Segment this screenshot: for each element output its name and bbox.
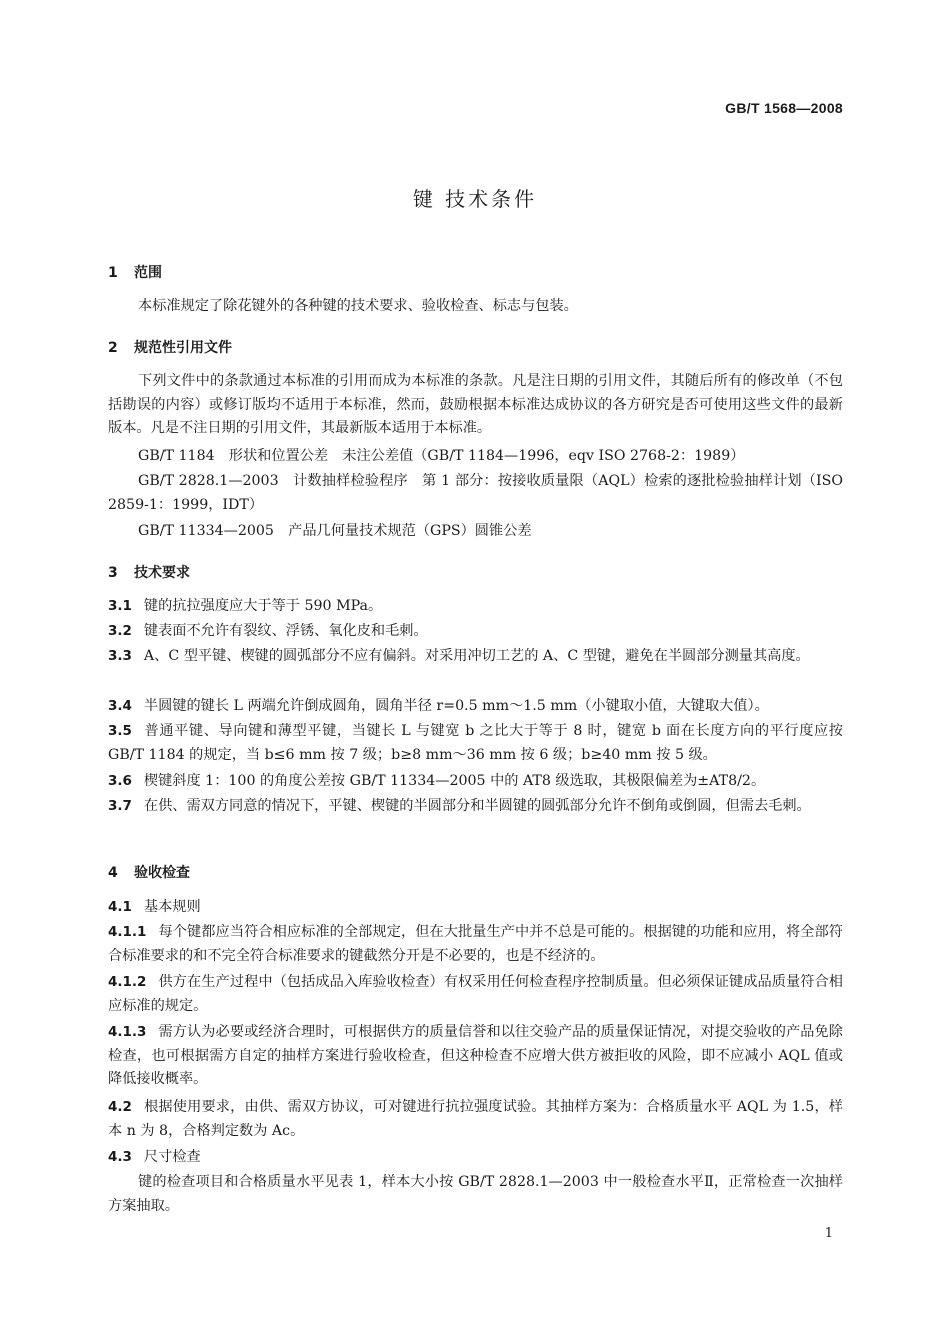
clause <box>108 921 843 968</box>
clause <box>108 595 843 619</box>
clause-text: 基本规则 <box>143 899 201 915</box>
clause <box>108 695 843 719</box>
clause-number: 4.3 <box>108 1149 132 1165</box>
clause-number: 3.6 <box>108 773 132 789</box>
section-title: 技术要求 <box>134 565 190 581</box>
clause-number: 4.1 <box>108 899 132 915</box>
clause-text: 楔键斜度 1：100 的角度公差按 GB/T 11334—2005 中的 AT8 级选取，其极限偏差为±AT8/2。 <box>143 773 766 789</box>
clause <box>108 896 843 920</box>
clause <box>108 645 843 669</box>
clause-number: 4.1.1 <box>108 924 147 940</box>
reference-item: GB/T 11334—2005 产品几何量技术规范（GPS）圆锥公差 <box>138 523 532 539</box>
section-number: 1 <box>108 265 118 281</box>
clause-number: 3.3 <box>108 648 132 664</box>
section-3-heading <box>108 562 190 582</box>
clause-number: 3.5 <box>108 723 132 739</box>
clause-number: 3.4 <box>108 698 132 714</box>
reference-item: GB/T 2828.1—2003 计数抽样检验程序 第 1 部分：按接收质量限（AQL）检索的逐批检验抽样计划（ISO 2859-1：1999，IDT） <box>108 473 843 513</box>
section-4-heading <box>108 862 190 882</box>
clause-text: 尺寸检查 <box>143 1149 201 1165</box>
clause-text: A、C 型平键、楔键的圆弧部分不应有偏斜。对采用冲切工艺的 A、C 型键，避免在半圆部分测量其高度。 <box>143 648 810 664</box>
section-2-heading <box>108 337 232 357</box>
section-title: 规范性引用文件 <box>134 340 232 356</box>
clause-number: 4.1.2 <box>108 974 147 990</box>
section-1-heading <box>108 262 162 282</box>
clause-text: 键表面不允许有裂纹、浮锈、氧化皮和毛刺。 <box>143 623 428 639</box>
section-number: 3 <box>108 565 118 581</box>
clause-number: 3.1 <box>108 598 132 614</box>
clause-text: 供方在生产过程中（包括成品入库验收检查）有权采用任何检查程序控制质量。但必须保证键成品质量符合相应标准的规定。 <box>108 974 843 1014</box>
page-number: 1 <box>824 1226 833 1241</box>
clause-number: 3.7 <box>108 798 132 814</box>
clause-text: 根据使用要求，由供、需双方协议，可对键进行抗拉强度试验。其抽样方案为：合格质量水平 AQL 为 1.5，样本 n 为 8，合格判定数为 Ac。 <box>108 1099 843 1139</box>
section-number: 4 <box>108 865 118 881</box>
clause <box>108 770 843 794</box>
clause <box>108 1096 843 1143</box>
clause-text: 键的抗拉强度应大于等于 590 MPa。 <box>143 598 383 614</box>
clause <box>108 795 843 819</box>
paragraph: 下列文件中的条款通过本标准的引用而成为本标准的条款。凡是注日期的引用文件，其随后所有的修改单（不包括勘误的内容）或修订版均不适用于本标准，然而，鼓励根据本标准达成协议的各方研究是否可使用这些文件的最新版本。凡是不注日期的引用文件，其最新版本适用于本标准。 <box>108 373 843 436</box>
section-number: 2 <box>108 340 118 356</box>
clause-text: 普通平键、导向键和薄型平键，当键长 L 与键宽 b 之比大于等于 8 时，键宽 b 面在长度方向的平行度应按 GB/T 1184 的规定，当 b≤6 mm 按 7 级；b≥8 mm～36 mm 按 6 级；b≥40 mm 按 5 级。 <box>108 723 843 763</box>
document-title: 键 技术条件 <box>412 187 538 211</box>
clause-text: 需方认为必要或经济合理时，可根据供方的质量信誉和以往交验产品的质量保证情况，对提交验收的产品免除检查，也可根据需方自定的抽样方案进行验收检查，但这种检查不应增大供方被拒收的风险，即不应减小 AQL 值或降低接收概率。 <box>108 1024 843 1087</box>
clause-text: 每个键都应当符合相应标准的全部规定，但在大批量生产中并不总是可能的。根据键的功能和应用，将全部符合标准要求的和不完全符合标准要求的键截然分开是不必要的，也是不经济的。 <box>108 924 843 964</box>
clause-text: 半圆键的键长 L 两端允许倒成圆角，圆角半径 r=0.5 mm～1.5 mm（小键取小值，大键取大值）。 <box>143 698 769 714</box>
paragraph: 键的检查项目和合格质量水平见表 1，样本大小按 GB/T 2828.1—2003 中一般检查水平Ⅱ，正常检查一次抽样方案抽取。 <box>108 1174 843 1214</box>
clause <box>108 720 843 767</box>
clause-number: 4.2 <box>108 1099 132 1115</box>
clause <box>108 1021 843 1092</box>
clause-number: 4.1.3 <box>108 1024 147 1040</box>
clause-number: 3.2 <box>108 623 132 639</box>
standard-code: GB/T 1568—2008 <box>725 100 843 116</box>
section-title: 验收检查 <box>134 865 190 881</box>
paragraph: 本标准规定了除花键外的各种键的技术要求、验收检查、标志与包装。 <box>138 298 578 314</box>
clause <box>108 971 843 1018</box>
clause <box>108 1146 843 1170</box>
clause <box>108 620 843 644</box>
section-title: 范围 <box>134 265 162 281</box>
reference-item: GB/T 1184 形状和位置公差 未注公差值（GB/T 1184—1996，eqv ISO 2768-2：1989） <box>138 448 745 464</box>
clause-text: 在供、需双方同意的情况下，平键、楔键的半圆部分和半圆键的圆弧部分允许不倒角或倒圆，但需去毛刺。 <box>143 798 811 814</box>
